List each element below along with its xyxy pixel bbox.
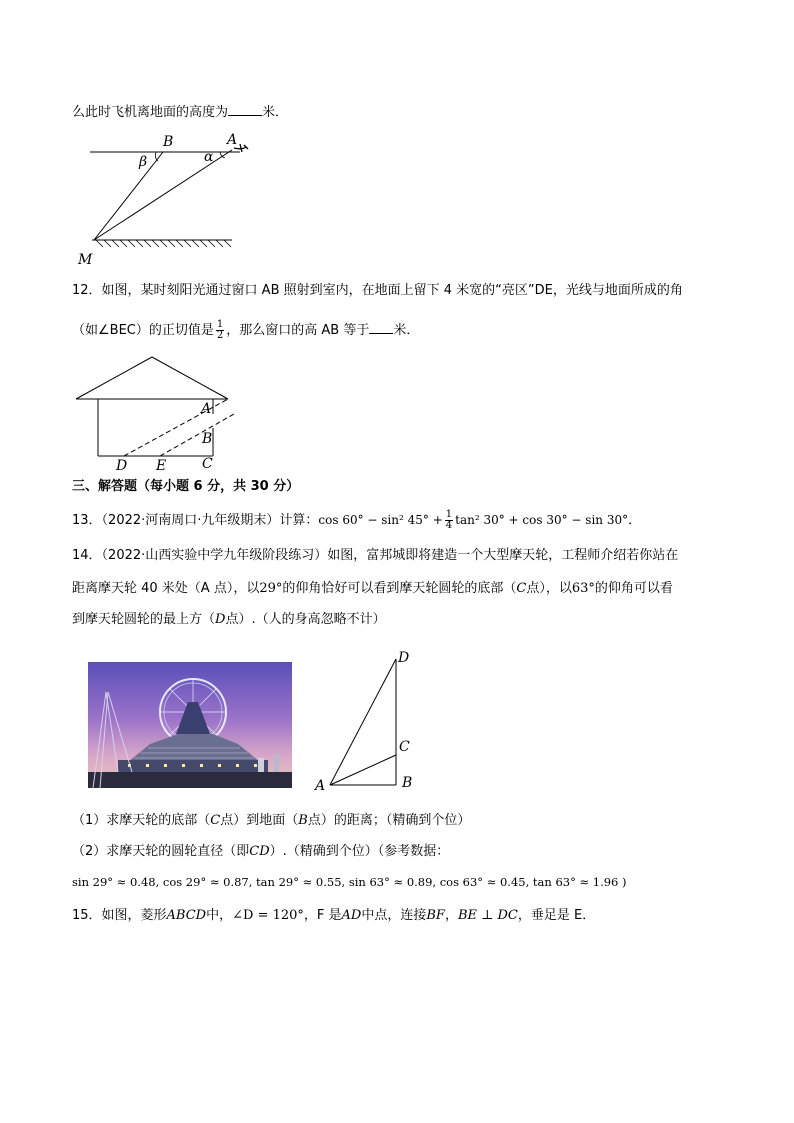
q13-prefix: 13．（2022·河南周口·九年级期末）计算： <box>72 513 319 528</box>
q15-f: ，垂足是 E． <box>517 908 596 923</box>
rhombus-ABCD: ABCD <box>166 908 207 923</box>
figure-airplane <box>70 128 270 270</box>
figure-right-triangle <box>310 645 420 795</box>
angle-63: 63° <box>571 581 595 596</box>
answer-blank <box>228 102 262 116</box>
q11-tail-text: 么此时飞机离地面的高度为 <box>72 105 229 120</box>
q14-sub2 <box>72 843 449 861</box>
label-C: C <box>202 456 213 472</box>
perpendicular-BE-DC: BE ⊥ DC <box>457 908 518 923</box>
q15-a: 15．如图，菱形 <box>72 908 167 923</box>
q14-line2-b: 的仰角恰好可以看到摩天轮圆轮的底部（ <box>282 581 517 596</box>
label-D: D <box>398 650 410 666</box>
q14-sub1-c: 点）的距离；（精确到个位） <box>307 813 471 828</box>
label-D: D <box>116 458 128 474</box>
q14-sub1 <box>72 812 470 830</box>
q14-reference-data: sin 29° ≈ 0.48, cos 29° ≈ 0.87, tan 29° ≈ 0.55, sin 63° ≈ 0.89, cos 63° ≈ 0.45, tan 63° ≈ 1.96 ) <box>72 875 627 889</box>
q11-tail <box>72 102 288 122</box>
q12-line2-c: 米． <box>393 323 420 338</box>
q11-tail-end: 米． <box>262 105 289 120</box>
label-alpha: α <box>204 149 214 165</box>
q14-line1: 14．（2022·山西实验中学九年级阶段练习）如图，富邦城即将建造一个大型摩天轮，工程师介绍若你站在 <box>72 548 679 563</box>
fraction-denominator: 2 <box>216 330 224 341</box>
segment-CD: CD <box>249 844 270 859</box>
q12-line2-a: （如∠BEC）的正切值是 <box>72 323 214 338</box>
q15-d: 中点，连接 <box>361 908 427 923</box>
point-C: C <box>516 581 527 596</box>
q14-line3-a: 到摩天轮圆轮的最上方（ <box>72 612 216 627</box>
label-C: C <box>399 739 410 755</box>
q14-sub1-b: 点）到地面（ <box>220 813 299 828</box>
label-B: B <box>163 134 174 150</box>
q14-line3-b: 点）.（人的身高忽略不计） <box>225 612 386 627</box>
q12-line2-b: ，那么窗口的高 AB 等于 <box>226 323 370 338</box>
q14-sub2-a: （2）求摩天轮的圆轮直径（即 <box>72 844 250 859</box>
q14-sub2-b: ）.（精确到个位）（参考数据： <box>269 844 450 859</box>
fraction-one-half <box>216 320 224 341</box>
segment-AD: AD <box>341 908 362 923</box>
q13 <box>72 510 641 531</box>
q14-line3 <box>72 611 386 629</box>
q13-expr-a: cos 60° − sin² 45° + <box>318 513 443 527</box>
point-B: B <box>298 813 308 828</box>
label-M: M <box>78 252 93 268</box>
q12-line1: 12．如图，某时刻阳光通过窗口 AB 照射到室内，在地面上留下 4 米宽的“亮区”DE，光线与地面所成的角 <box>72 283 683 298</box>
section-title: 三、解答题（每小题 6 分，共 30 分） <box>72 479 300 494</box>
q14-line2-a: 距离摩天轮 40 米处（A 点），以 <box>72 581 260 596</box>
label-A: A <box>201 401 212 417</box>
q14-line2-c: 点），以 <box>526 581 572 596</box>
ferris-wheel-photo <box>88 662 292 788</box>
segment-BF: BF <box>426 908 445 923</box>
label-A: A <box>227 132 238 148</box>
q15-e: ， <box>444 908 458 923</box>
q14-sub1-a: （1）求摩天轮的底部（ <box>72 813 211 828</box>
q13-suffix: ． <box>628 513 642 528</box>
answer-blank <box>369 320 393 334</box>
label-E: E <box>156 458 167 474</box>
fraction-numerator: 1 <box>216 319 224 330</box>
q13-expr-b: tan² 30° + cos 30° − sin 30° <box>455 513 629 527</box>
fraction-numerator: 1 <box>445 509 453 520</box>
q14-line2-d: 的仰角可以看 <box>594 581 673 596</box>
point-D: D <box>215 612 226 627</box>
q15-b: 中， <box>206 908 233 923</box>
label-A: A <box>315 778 326 794</box>
label-B: B <box>202 431 213 447</box>
q15 <box>72 907 595 925</box>
q15-c: ，F 是 <box>303 908 342 923</box>
label-beta: β <box>139 154 148 170</box>
fraction-denominator: 4 <box>445 520 453 531</box>
fraction-one-quarter <box>445 510 453 531</box>
point-C: C <box>210 813 221 828</box>
q14-line2 <box>72 580 673 598</box>
q12-line2 <box>72 320 419 341</box>
label-B: B <box>402 775 413 791</box>
angle-D: ∠D = 120° <box>232 908 304 923</box>
angle-29: 29° <box>259 581 283 596</box>
figure-house <box>70 352 250 474</box>
